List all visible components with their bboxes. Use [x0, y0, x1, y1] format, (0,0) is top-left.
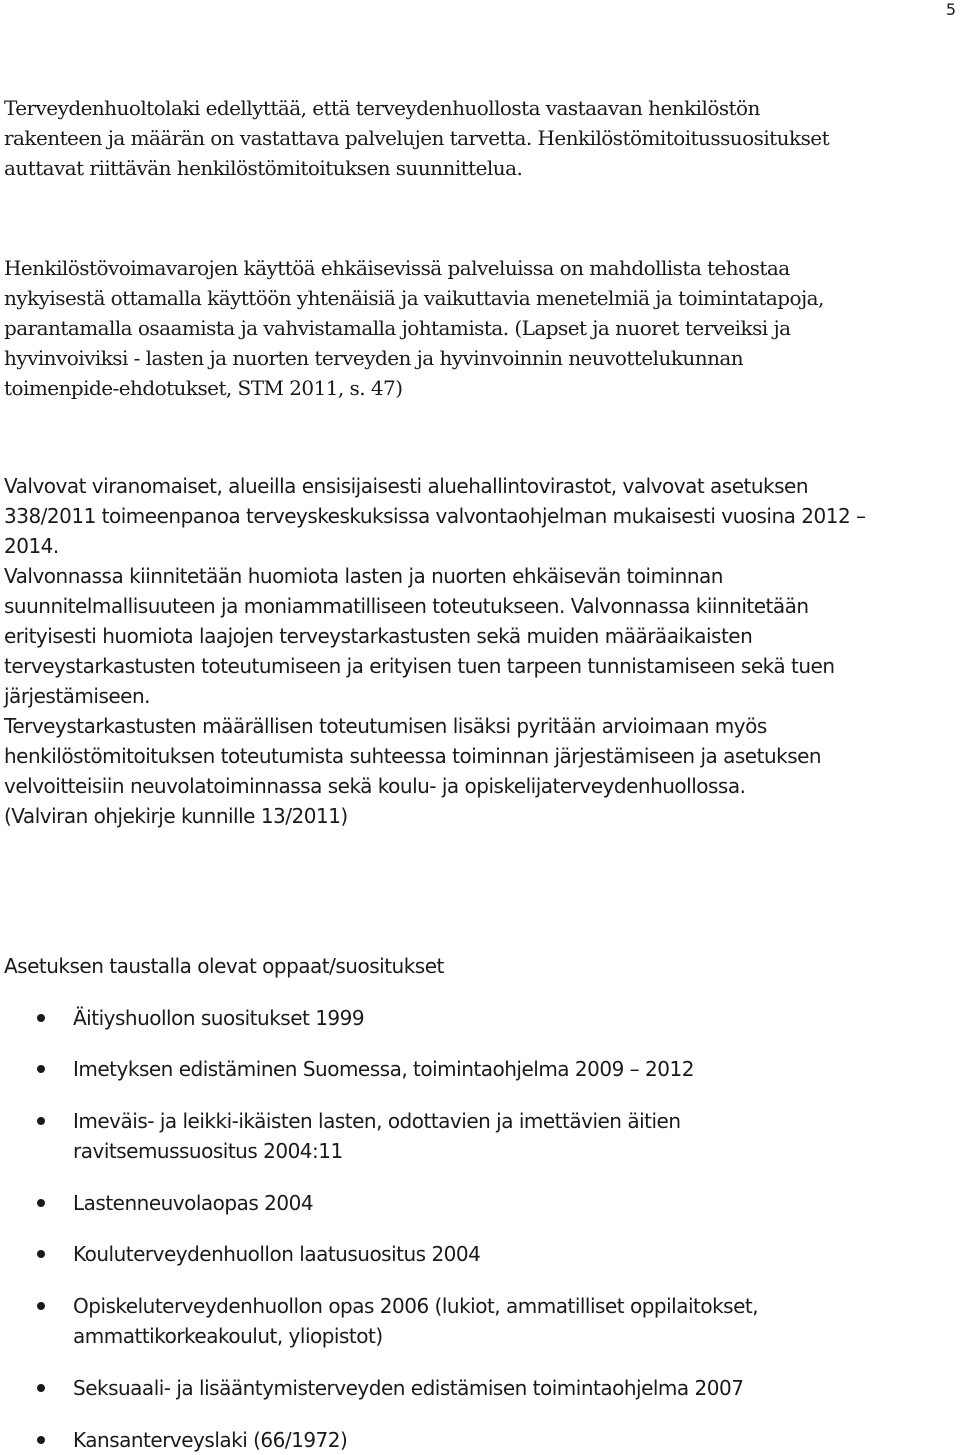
bullet-icon	[37, 1302, 45, 1310]
bullet-icon	[37, 1250, 45, 1258]
guidelines-heading: Asetuksen taustalla olevat oppaat/suositukset	[4, 954, 444, 978]
list-item-text: Kouluterveydenhuollon laatusuositus 2004	[73, 1242, 481, 1266]
list-item-text: Opiskeluterveydenhuollon opas 2006 (lukiot, ammatilliset oppilaitokset, ammattikorkeakoulut, yliopistot)	[73, 1294, 759, 1348]
supervision-paragraph: Valvovat viranomaiset, alueilla ensisijaisesti aluehallintovirastot, valvovat asetuksen 338/2011 toimeenpanoa terveyskeskuksissa valvontaohjelman mukaisesti vuosina 2012 – 2014. Valvonnassa kiinnitetään huomiota lasten ja nuorten ehkäisevän toiminnan suunnitelmallisuuteen ja moniammatilliseen toteutukseen. Valvonnassa kiinnitetään erityisesti huomiota laajojen terveystarkastusten sekä muiden määräaikaisten terveystarkastusten toteutumiseen ja erityisen tuen tarpeen tunnistamiseen sekä tuen järjestämiseen. Terveystarkastusten määrällisen toteutumisen lisäksi pyritään arvioimaan myös henkilöstömitoituksen toteutumista suhteessa toiminnan järjestämiseen ja asetuksen velvoitteisiin neuvolatoiminnassa sekä koulu- ja opiskelijaterveydenhuollossa. (Valviran ohjekirje kunnille 13/2011)	[4, 474, 866, 828]
bullet-icon	[37, 1065, 45, 1073]
list-item-text: Kansanterveyslaki (66/1972)	[73, 1428, 348, 1452]
bullet-icon	[37, 1117, 45, 1125]
resources-paragraph: Henkilöstövoimavarojen käyttöä ehkäisevissä palveluissa on mahdollista tehostaa nykyisestä ottamalla käyttöön yhtenäisiä ja vaikuttavia menetelmiä ja toimintatapoja, parantamalla osaamista ja vahvistamalla johtamista. (Lapset ja nuoret terveiksi ja hyvinvoiviksi - lasten ja nuorten terveyden ja hyvinvoinnin neuvottelukunnan toimenpide-ehdotukset, STM 2011, s. 47)	[4, 256, 824, 400]
bullet-icon	[37, 1436, 45, 1444]
bullet-icon	[37, 1199, 45, 1207]
list-item-text: Seksuaali- ja lisääntymisterveyden edistämisen toimintaohjelma 2007	[73, 1376, 744, 1400]
list-item-text: Äitiyshuollon suositukset 1999	[73, 1006, 365, 1030]
list-item-text: Lastenneuvolaopas 2004	[73, 1191, 314, 1215]
page-number: 5	[945, 0, 956, 19]
list-item-text: Imetyksen edistäminen Suomessa, toimintaohjelma 2009 – 2012	[73, 1057, 694, 1081]
bullet-icon	[37, 1014, 45, 1022]
list-item-text: Imeväis- ja leikki-ikäisten lasten, odottavien ja imettävien äitien ravitsemussuositus 2004:11	[73, 1109, 681, 1163]
bullet-icon	[37, 1384, 45, 1392]
intro-paragraph: Terveydenhuoltolaki edellyttää, että terveydenhuollosta vastaavan henkilöstön rakenteen ja määrän on vastattava palvelujen tarvetta. Henkilöstömitoitussuositukset auttavat riittävän henkilöstömitoituksen suunnittelua.	[4, 96, 830, 180]
